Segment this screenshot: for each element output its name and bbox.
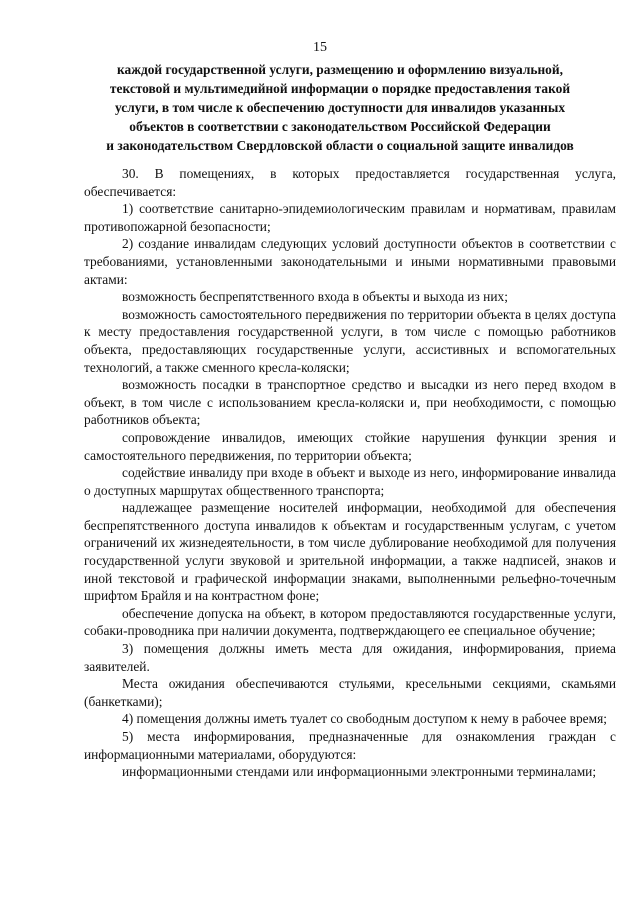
paragraph-item-1: 1) соответствие санитарно-эпидемиологическим правилам и нормативам, правилам противопожарной безопасности; [84,201,616,234]
heading-line: услуги, в том числе к обеспечению доступности для инвалидов указанных [114,100,566,115]
document-body [84,165,616,781]
page-number: 15 [313,40,327,55]
paragraph-entry-information: надлежащее размещение носителей информации, необходимой для обеспечения беспрепятственного доступа инвалидов к объектам и государственным услугам, с учетом ограничений их жизнедеятельности, в том числе дублирование необходимой для получения государственной услуги звуковой и зрительной информации, а также надписей, знаков и иной текстовой и графической информации знаками, выполненными рельефно-точечным шрифтом Брайля и на контрастном фоне; [84,500,616,604]
paragraph-entry-guide-dog: обеспечение допуска на объект, в котором предоставляются государственные услуги, собаки-проводника при наличии документа, подтверждающего ее специальное обучение; [84,605,616,639]
paragraph-entry-stands: информационными стендами или информационными электронными терминалами; [122,764,597,780]
paragraph-30-intro: 30. В помещениях, в которых предоставляется государственная услуга, обеспечивается: [84,166,616,199]
paragraph-entry-transport: возможность посадки в транспортное средство и высадки из него перед входом в объект, в том числе с использованием кресла-коляски и, при необходимости, с помощью работников объекта; [84,377,616,428]
paragraph-entry-assistance: содействие инвалиду при входе в объект и выходе из него, информирование инвалида о доступных маршрутах общественного транспорта; [84,465,616,498]
heading-line: каждой государственной услуги, размещению и оформлению визуальной, [117,62,563,77]
paragraph-entry-escort: сопровождение инвалидов, имеющих стойкие нарушения функции зрения и самостоятельного передвижения, по территории объекта; [84,429,616,463]
heading-line: объектов в соответствии с законодательством Российской Федерации [129,119,551,134]
paragraph-item-5: 5) места информирования, предназначенные для ознакомления граждан с информационными материалами, оборудуются: [84,729,616,762]
paragraph-waiting-places: Места ожидания обеспечиваются стульями, кресельными секциями, скамьями (банкетками); [84,676,616,709]
paragraph-entry-movement: возможность самостоятельного передвижения по территории объекта в целях доступа к месту предоставления государственной услуги, в том числе с помощью работников объекта, предоставляющих государственные услуги, ассистивных и вспомогательных технологий, а также сменного кресла-коляски; [84,306,616,375]
heading-line: и законодательством Свердловской области о социальной защите инвалидов [106,138,574,153]
heading-line: текстовой и мультимедийной информации о порядке предоставления такой [109,81,571,96]
paragraph-item-2: 2) создание инвалидам следующих условий доступности объектов в соответствии с требованиями, установленными законодательными и иными нормативными правовыми актами: [84,236,616,287]
paragraph-item-4: 4) помещения должны иметь туалет со свободным доступом к нему в рабочее время; [122,711,607,727]
section-heading [80,60,600,155]
paragraph-entry-access: возможность беспрепятственного входа в объекты и выхода из них; [122,289,508,305]
paragraph-item-3: 3) помещения должны иметь места для ожидания, информирования, приема заявителей. [84,641,616,674]
